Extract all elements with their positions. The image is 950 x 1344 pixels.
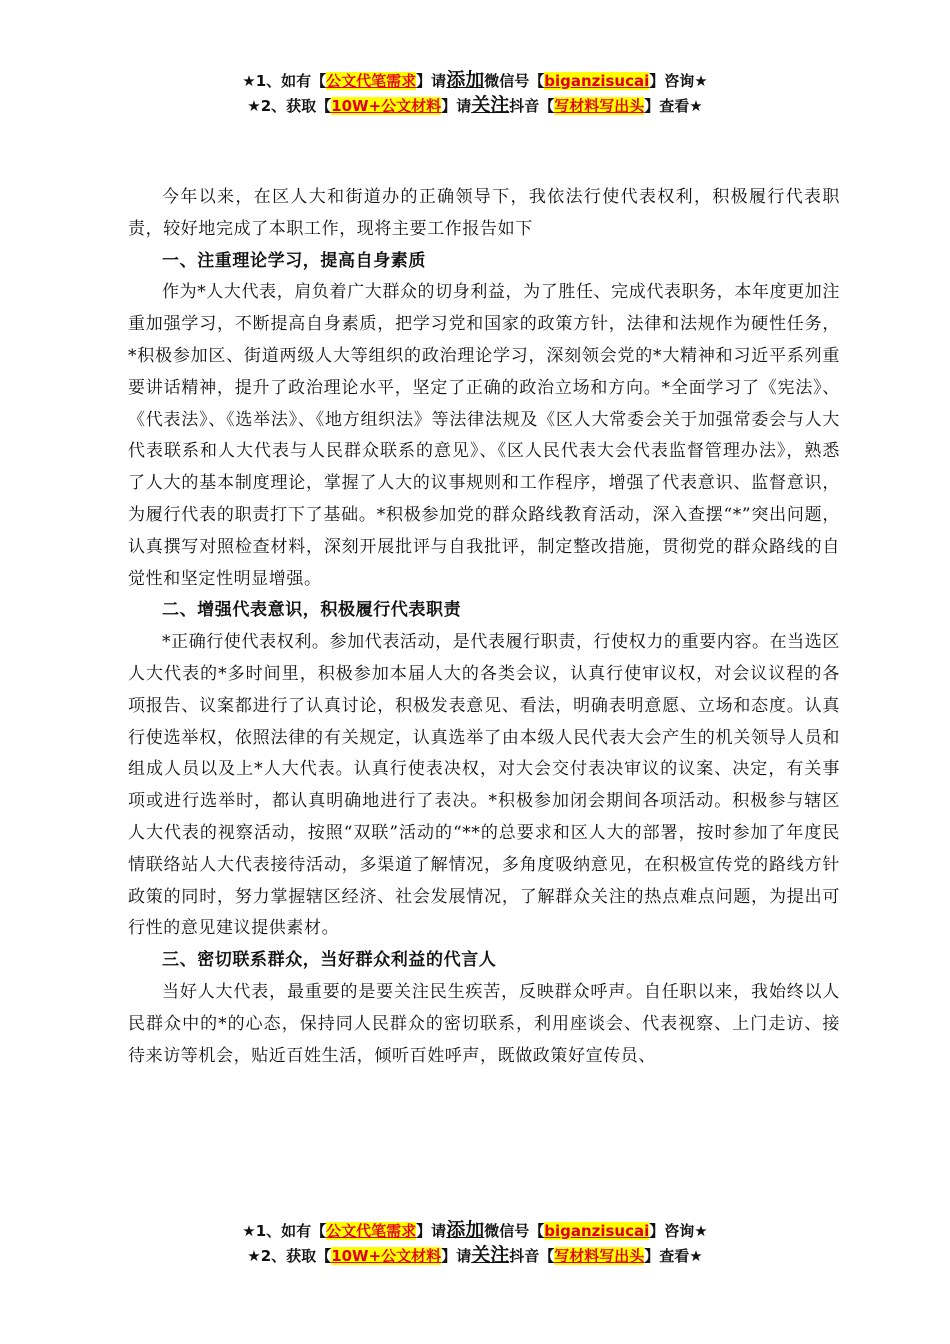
banner-text: 】请: [416, 1222, 447, 1240]
section-paragraph-1: 作为*人大代表，肩负着广大群众的切身利益，为了胜任、完成代表职务，本年度更加注重加强学习，不断提高自身素质，把学习党和国家的政策方针，法律和法规作为硬性任务，*积极参加区、街道两级人大等组织的政治理论学习，深刻领会党的*大精神和习近平系列重要讲话精神，提升了政治理论水平，坚定了正确的政治立场和方向。*全面学习了《宪法》、《代表法》、《选举法》、《地方组织法》等法律法规及《区人大常委会关于加强常委会与人大代表联系和人大代表与人民群众联系的意见》、《区人民代表大会代表监督管理办法》，熟悉了人大的基本制度理论，掌握了人大的议事规则和工作程序，增强了代表意识、监督意识，为履行代表的职责打下了基础。*积极参加党的群众路线教育活动，深入查摆“*”突出问题，认真撰写对照检查材料，深刻开展批评与自我批评，制定整改措施，贯彻党的群众路线的自觉性和坚定性明显增强。: [128, 282, 840, 589]
banner-emphasis: 添加: [446, 1219, 485, 1241]
section-heading-3: 三、密切联系群众，当好群众利益的代言人: [162, 950, 497, 971]
banner-text: ★1、如有【: [242, 72, 327, 90]
banner-highlight: biganzisucai: [544, 72, 650, 90]
banner-line-1: [0, 68, 950, 93]
section-paragraph-3: 当好人大代表，最重要的是要关注民生疾苦，反映群众呼声。自任职以来，我始终以人民群众中的*的心态，保持同人民群众的密切联系，利用座谈会、代表视察、上门走访、接待来访等机会，贴近百姓生活，倾听百姓呼声，既做政策好宣传员、: [128, 981, 840, 1066]
banner-text: 微信号【: [484, 72, 545, 90]
banner-text: 】请: [416, 72, 447, 90]
banner-text: ★1、如有【: [242, 1222, 327, 1240]
banner-text: 】请: [441, 1247, 472, 1265]
banner-text: ★2、获取【: [247, 1247, 332, 1265]
header-banner: [0, 68, 950, 118]
banner-text: 】请: [441, 97, 472, 115]
section-heading-1: 一、注重理论学习，提高自身素质: [162, 250, 426, 271]
banner-text: 】咨询★: [649, 1222, 708, 1240]
banner-highlight: 写材料写出头: [554, 1247, 645, 1265]
banner-emphasis: 添加: [446, 69, 485, 91]
banner-text: ★2、获取【: [247, 97, 332, 115]
banner-emphasis: 关注: [471, 94, 510, 116]
banner-text: 抖音【: [509, 1247, 555, 1265]
banner-line-2: [0, 93, 950, 118]
banner-line-2: [0, 1243, 950, 1268]
banner-text: 抖音【: [509, 97, 555, 115]
document-body: [128, 182, 840, 1072]
banner-highlight: 10W+公文材料: [331, 97, 442, 115]
banner-text: 微信号【: [484, 1222, 545, 1240]
banner-text: 】咨询★: [649, 72, 708, 90]
section-paragraph-2: *正确行使代表权利。参加代表活动，是代表履行职责，行使权力的重要内容。在当选区人大代表的*多时间里，积极参加本届人大的各类会议，认真行使审议权，对会议议程的各项报告、议案都进行了认真讨论，积极发表意见、看法，明确表明意愿、立场和态度。认真行使选举权，依照法律的有关规定，认真选举了由本级人民代表大会产生的机关领导人员和组成人员以及上*人大代表。认真行使表决权，对大会交付表决审议的议案、决定，有关事项或进行选举时，都认真明确地进行了表决。*积极参加闭会期间各项活动。积极参与辖区人大代表的视察活动，按照“双联”活动的“**的总要求和区人大的部署，按时参加了年度民情联络站人大代表接待活动，多渠道了解情况，多角度吸纳意见，在积极宣传党的路线方针政策的同时，努力掌握辖区经济、社会发展情况，了解群众关注的热点难点问题，为提出可行性的意见建议提供素材。: [128, 632, 840, 939]
intro-paragraph: 今年以来，在区人大和街道办的正确领导下，我依法行使代表权利，积极履行代表职责，较好地完成了本职工作，现将主要工作报告如下: [128, 187, 840, 239]
banner-text: 】查看★: [644, 1247, 703, 1265]
section-heading-2: 二、增强代表意识，积极履行代表职责: [162, 600, 462, 621]
footer-banner: [0, 1218, 950, 1268]
banner-highlight: 公文代笔需求: [326, 1222, 417, 1240]
banner-highlight: 写材料写出头: [554, 97, 645, 115]
banner-line-1: [0, 1218, 950, 1243]
banner-highlight: biganzisucai: [544, 1222, 650, 1240]
banner-emphasis: 关注: [471, 1244, 510, 1266]
banner-text: 】查看★: [644, 97, 703, 115]
banner-highlight: 10W+公文材料: [331, 1247, 442, 1265]
banner-highlight: 公文代笔需求: [326, 72, 417, 90]
